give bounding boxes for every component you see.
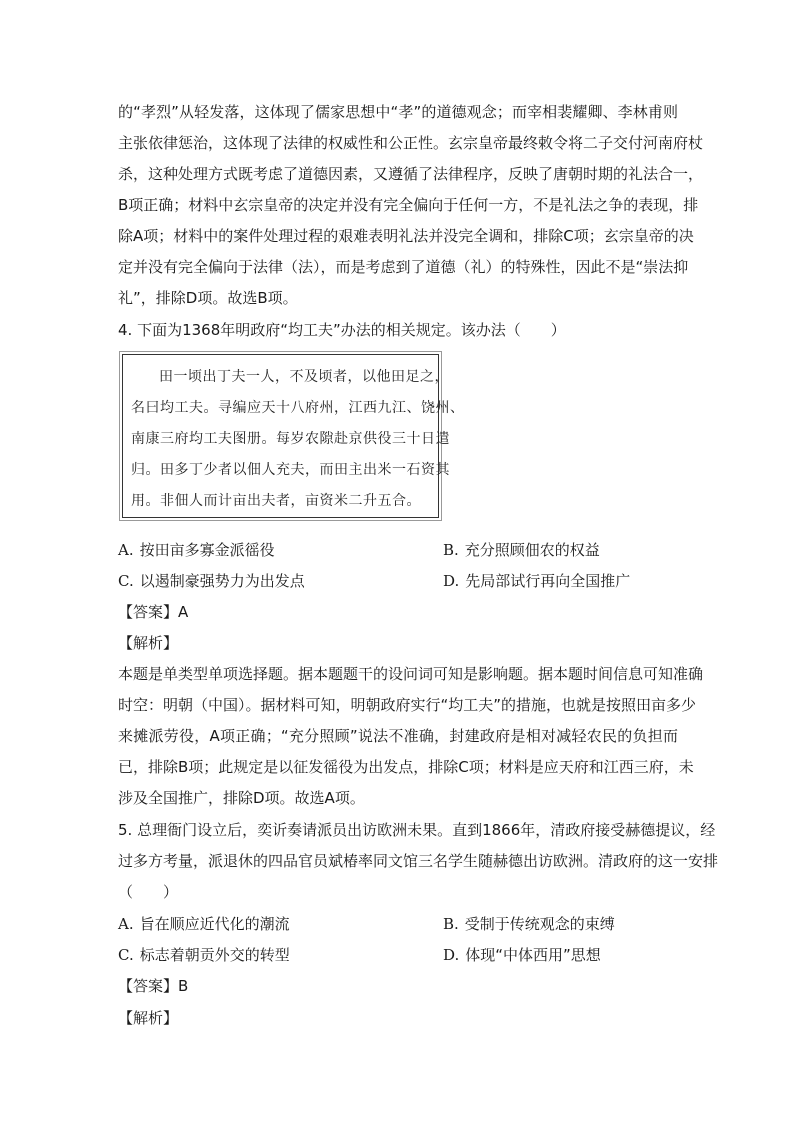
prev-analysis-line: 杀，这种处理方式既考虑了道德因素，又遵循了法律程序，反映了唐朝时期的礼法合一， <box>118 165 704 183</box>
question-5-stem-line: （ ） <box>118 883 179 901</box>
question-5-option-d <box>443 945 601 965</box>
question-4-option-c <box>118 571 305 591</box>
prev-analysis-line: B项正确；材料中玄宗皇帝的决定并没有完全偏向于任何一方，不是礼法之争的表现，排 <box>118 196 699 214</box>
question-5-option-c <box>118 945 290 965</box>
question-5-answer: 【答案】B <box>118 977 189 995</box>
prev-analysis-line: 主张依律惩治，这体现了法律的权威性和公正性。玄宗皇帝最终敕令将二子交付河南府杖 <box>118 134 704 152</box>
source-material-box <box>122 354 465 518</box>
question-4-analysis-label: 【解析】 <box>118 634 179 652</box>
option-text: 受制于传统观念的束缚 <box>464 915 615 933</box>
option-letter: A. <box>118 915 134 933</box>
prev-analysis-line: 的“孝烈”从轻发落，这体现了儒家思想中“孝”的道德观念；而宰相裴耀卿、李林甫则 <box>118 103 678 121</box>
source-material-line: 用。非佃人而计亩出夫者，亩资米二升五合。 <box>131 493 421 509</box>
question-4-analysis-line: 时空：明朝（中国）。据材料可知，明朝政府实行“均工夫”的措施，也就是按照田亩多少 <box>118 696 697 714</box>
question-4-answer: 【答案】A <box>118 603 189 621</box>
question-5-analysis-label: 【解析】 <box>118 1009 179 1027</box>
option-text: 体现“中体西用”思想 <box>465 946 601 964</box>
question-4-option-a <box>118 540 275 560</box>
question-5-option-a <box>118 914 290 934</box>
question-4-analysis-line: 来摊派劳役，A项正确；“充分照顾”说法不准确，封建政府是相对减轻农民的负担而 <box>118 727 678 745</box>
option-text: 标志着朝贡外交的转型 <box>139 946 290 964</box>
question-5-stem-line: 过多方考量，派退休的四品官员斌椿率同文馆三名学生随赫德出访欧洲。清政府的这一安排 <box>118 852 719 870</box>
question-4-stem: 4. 下面为1368年明政府“均工夫”办法的相关规定。该办法（ ） <box>118 321 566 339</box>
option-text: 充分照顾佃农的权益 <box>464 541 600 559</box>
option-letter: D. <box>443 572 460 590</box>
question-4-analysis-line: 已，排除B项；此规定是以征发徭役为出发点，排除C项；材料是应天府和江西三府，未 <box>118 758 694 776</box>
option-letter: B. <box>443 541 459 559</box>
option-text: 以遏制豪强势力为出发点 <box>139 572 305 590</box>
option-text: 按田亩多寡金派徭役 <box>139 541 275 559</box>
question-5-stem-line: 5. 总理衙门设立后，奕䜣奏请派员出访欧洲未果。直到1866年，清政府接受赫德提议，经 <box>118 821 716 839</box>
prev-analysis-line: 礼”，排除D项。故选B项。 <box>118 289 298 307</box>
question-4-analysis-line: 涉及全国推广，排除D项。故选A项。 <box>118 789 365 807</box>
question-5-option-b <box>443 914 615 934</box>
option-letter: C. <box>118 572 134 590</box>
option-letter: D. <box>443 946 460 964</box>
source-material-line: 归。田多丁少者以佃人充夫，而田主出米一石资其 <box>131 462 450 478</box>
option-text: 旨在顺应近代化的潮流 <box>139 915 290 933</box>
option-letter: A. <box>118 541 134 559</box>
option-letter: C. <box>118 946 134 964</box>
prev-analysis-line: 定并没有完全偏向于法律（法），而是考虑到了道德（礼）的特殊性，因此不是“崇法抑 <box>118 258 689 276</box>
source-material-line: 田一顷出丁夫一人，不及顷者，以他田足之， <box>159 369 449 385</box>
question-4-option-b <box>443 540 600 560</box>
option-letter: B. <box>443 915 459 933</box>
source-material-line: 名曰均工夫。寻编应天十八府州，江西九江、饶州、 <box>131 400 465 416</box>
option-text: 先局部试行再向全国推广 <box>465 572 631 590</box>
source-material-line: 南康三府均工夫图册。每岁农隙赴京供役三十日遣 <box>131 431 450 447</box>
prev-analysis-line: 除A项；材料中的案件处理过程的艰难表明礼法并没完全调和，排除C项；玄宗皇帝的决 <box>118 227 694 245</box>
question-4-option-d <box>443 571 630 591</box>
question-4-analysis-line: 本题是单类型单项选择题。据本题题干的设问词可知是影响题。据本题时间信息可知准确 <box>118 665 704 683</box>
